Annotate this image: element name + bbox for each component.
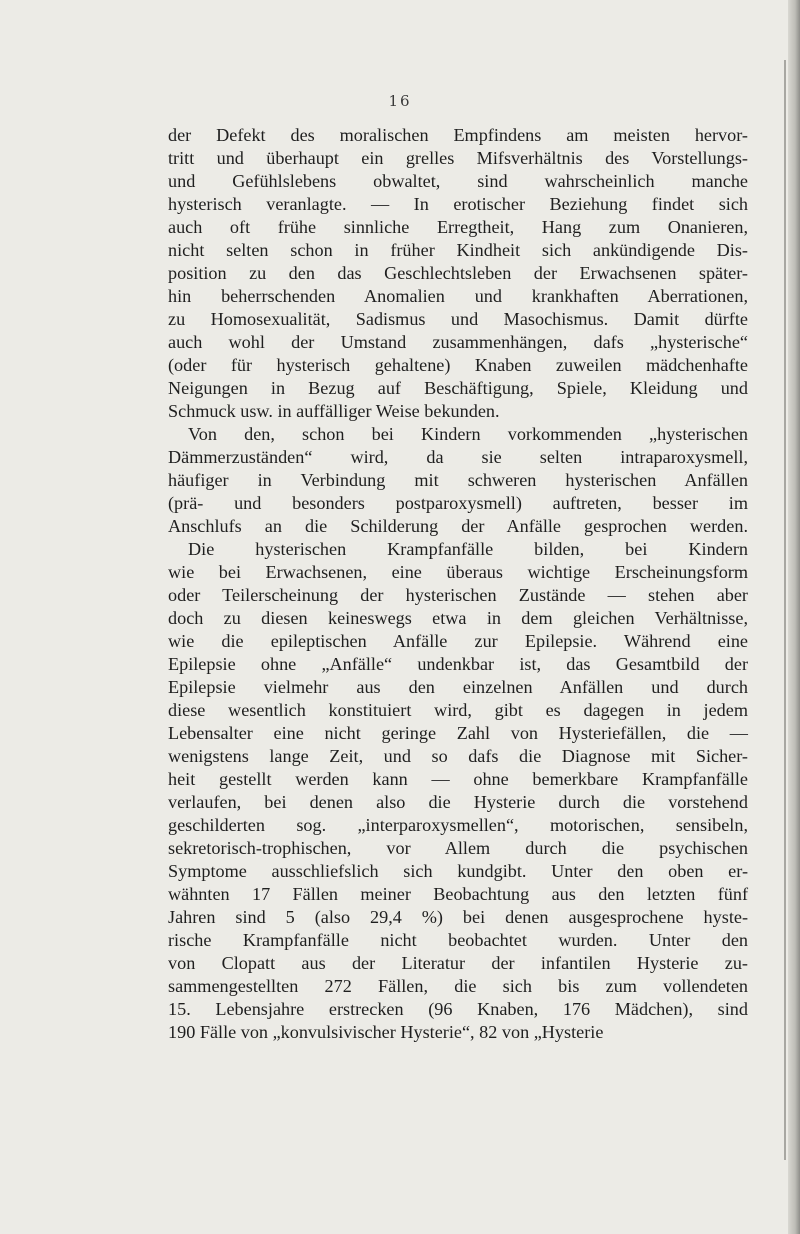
text-line: Jahren sind 5 (also 29,4 %) bei denen ausgesprochene hyste- bbox=[168, 907, 748, 927]
text-line: und Gefühlslebens obwaltet, sind wahrscheinlich manche bbox=[168, 171, 748, 191]
text-line: verlaufen, bei denen also die Hysterie durch die vorstehend bbox=[168, 792, 748, 812]
text-line: Schmuck usw. in auffälliger Weise bekunden. bbox=[168, 401, 500, 421]
text-line: auch oft frühe sinnliche Erregtheit, Hang zum Onanieren, bbox=[168, 217, 748, 237]
text-line: Lebensalter eine nicht geringe Zahl von Hysteriefällen, die — bbox=[168, 723, 748, 743]
text-line: sammengestellten 272 Fällen, die sich bis zum vollendeten bbox=[168, 976, 748, 996]
text-line: nicht selten schon in früher Kindheit sich ankündigende Dis- bbox=[168, 240, 748, 260]
page-edge-line bbox=[784, 60, 786, 1160]
text-line: hysterisch veranlagte. — In erotischer Beziehung findet sich bbox=[168, 194, 748, 214]
text-line: tritt und überhaupt ein grelles Mifsverhältnis des Vorstellungs- bbox=[168, 148, 748, 168]
text-line: zu Homosexualität, Sadismus und Masochismus. Damit dürfte bbox=[168, 309, 748, 329]
text-line: Neigungen in Bezug auf Beschäftigung, Spiele, Kleidung und bbox=[168, 378, 748, 398]
text-line: oder Teilerscheinung der hysterischen Zustände — stehen aber bbox=[168, 585, 748, 605]
text-line: Anschlufs an die Schilderung der Anfälle gesprochen werden. bbox=[168, 516, 748, 536]
text-line: von Clopatt aus der Literatur der infantilen Hysterie zu- bbox=[168, 953, 748, 973]
text-line: Von den, schon bei Kindern vorkommenden „hysterischen bbox=[188, 424, 748, 444]
text-line: Dämmerzuständen“ wird, da sie selten intraparoxysmell, bbox=[168, 447, 748, 467]
text-line: wenigstens lange Zeit, und so dafs die Diagnose mit Sicher- bbox=[168, 746, 748, 766]
text-line: wie bei Erwachsenen, eine überaus wichtige Erscheinungsform bbox=[168, 562, 748, 582]
text-line: auch wohl der Umstand zusammenhängen, dafs „hysterische“ bbox=[168, 332, 748, 352]
text-line: sekretorisch-trophischen, vor Allem durch die psychischen bbox=[168, 838, 748, 858]
text-line: häufiger in Verbindung mit schweren hysterischen Anfällen bbox=[168, 470, 748, 490]
text-line: wähnten 17 Fällen meiner Beobachtung aus den letzten fünf bbox=[168, 884, 748, 904]
text-line: diese wesentlich konstituiert wird, gibt es dagegen in jedem bbox=[168, 700, 748, 720]
text-line: 190 Fälle von „konvulsivischer Hysterie“, 82 von „Hysterie bbox=[168, 1022, 604, 1042]
text-line: 15. Lebensjahre erstrecken (96 Knaben, 176 Mädchen), sind bbox=[168, 999, 748, 1019]
text-line: doch zu diesen keineswegs etwa in dem gleichen Verhältnisse, bbox=[168, 608, 748, 628]
text-line: position zu den das Geschlechtsleben der Erwachsenen später- bbox=[168, 263, 748, 283]
text-line: wie die epileptischen Anfälle zur Epilepsie. Während eine bbox=[168, 631, 748, 651]
page-number: 16 bbox=[388, 92, 412, 110]
text-line: geschilderten sog. „interparoxysmellen“, motorischen, sensibeln, bbox=[168, 815, 748, 835]
text-line: Epilepsie vielmehr aus den einzelnen Anfällen und durch bbox=[168, 677, 748, 697]
text-line: Symptome ausschliefslich sich kundgibt. Unter den oben er- bbox=[168, 861, 748, 881]
text-line: Epilepsie ohne „Anfälle“ undenkbar ist, das Gesamtbild der bbox=[168, 654, 748, 674]
page-edge-shadow bbox=[788, 0, 800, 1234]
text-line: (oder für hysterisch gehaltene) Knaben zuweilen mädchenhafte bbox=[168, 355, 748, 375]
body-text bbox=[168, 124, 748, 1044]
text-line: (prä- und besonders postparoxysmell) auftreten, besser im bbox=[168, 493, 748, 513]
text-line: rische Krampfanfälle nicht beobachtet wurden. Unter den bbox=[168, 930, 748, 950]
text-line: Die hysterischen Krampfanfälle bilden, bei Kindern bbox=[188, 539, 748, 559]
text-line: der Defekt des moralischen Empfindens am meisten hervor- bbox=[168, 125, 748, 145]
text-line: heit gestellt werden kann — ohne bemerkbare Krampfanfälle bbox=[168, 769, 748, 789]
text-line: hin beherrschenden Anomalien und krankhaften Aberrationen, bbox=[168, 286, 748, 306]
